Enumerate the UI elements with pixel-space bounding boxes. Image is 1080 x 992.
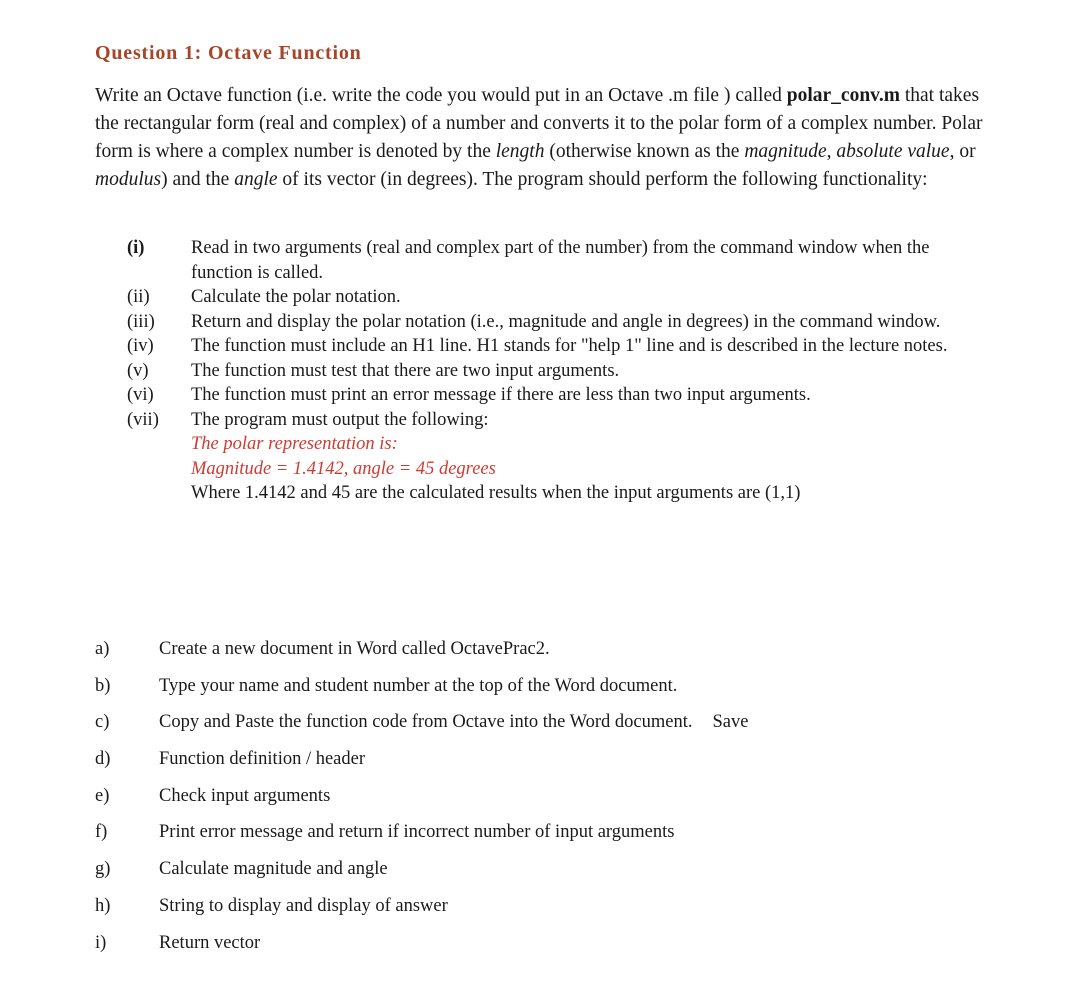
task-item: [95, 745, 995, 782]
item-number: (vii): [127, 409, 159, 430]
save-note: Save: [712, 712, 749, 733]
example-explanation: Where 1.4142 and 45 are the calculated results when the input arguments are (1,1): [191, 483, 801, 503]
task-item: [95, 818, 995, 855]
item-text: Calculate the polar notation.: [191, 287, 401, 307]
intro-text: Write an Octave function (i.e. write the code you would put in an Octave .m file ) called: [95, 85, 787, 106]
task-letter: f): [95, 822, 108, 843]
requirement-item: [127, 285, 987, 310]
requirements-list: [127, 236, 987, 506]
term-absolute-value: absolute value: [836, 141, 950, 162]
term-angle: angle: [234, 169, 278, 190]
task-letter: a): [95, 639, 110, 659]
item-text: Read in two arguments (real and complex part of the number) from the command window when the function is called.: [191, 238, 930, 283]
task-letter: c): [95, 712, 110, 733]
item-text: The function must include an H1 line. H1 stands for "help 1" line and is described in the lecture notes.: [191, 336, 948, 356]
term-modulus: modulus: [95, 169, 162, 190]
example-output-line: The polar representation is:: [191, 434, 398, 454]
task-text: Copy and Paste the function code from Octave into the Word document.: [159, 712, 693, 733]
task-letter: b): [95, 675, 111, 696]
intro-text: (otherwise known as the: [544, 141, 745, 162]
question-title: Question 1: Octave Function: [95, 42, 362, 64]
task-text: Check input arguments: [159, 785, 331, 806]
example-output-line: Magnitude = 1.4142, angle = 45 degrees: [191, 458, 496, 479]
item-number: (iii): [127, 311, 155, 332]
task-item: [95, 929, 995, 966]
task-item: [95, 708, 995, 745]
tasks-list: [95, 635, 995, 965]
item-number: (vi): [127, 385, 154, 405]
intro-text: ) and the: [161, 169, 235, 190]
task-item: [95, 855, 995, 892]
item-text: The program must output the following:: [191, 409, 489, 430]
intro-text: , or: [949, 141, 976, 162]
task-text-with-save: [159, 708, 748, 736]
item-text: Return and display the polar notation (i.e., magnitude and angle in degrees) in the command window.: [191, 311, 941, 332]
item-number: (v): [127, 360, 149, 381]
task-text: Type your name and student number at the top of the Word document.: [159, 675, 678, 696]
item-number: (iv): [127, 336, 154, 356]
item-number: (ii): [127, 287, 150, 307]
requirement-item: [127, 236, 987, 285]
task-text: Return vector: [159, 932, 261, 953]
term-magnitude: magnitude: [744, 141, 827, 162]
question-intro: [95, 82, 995, 194]
task-text: Print error message and return if incorrect number of input arguments: [159, 822, 675, 843]
task-letter: i): [95, 932, 107, 953]
requirement-item: [127, 359, 987, 384]
task-item: [95, 672, 995, 709]
requirement-item: [127, 383, 987, 408]
item-text: The function must print an error message if there are less than two input arguments.: [191, 385, 811, 405]
task-item: [95, 782, 995, 819]
task-text: String to display and display of answer: [159, 895, 448, 916]
item-text: The function must test that there are two input arguments.: [191, 360, 620, 381]
requirement-item: [127, 310, 987, 335]
task-text: Function definition / header: [159, 749, 366, 770]
intro-text: of its vector (in degrees). The program should perform the following functionality:: [277, 169, 928, 190]
task-letter: e): [95, 785, 110, 806]
intro-text: that takes the rectangular form (real and complex) of a number and converts it to the polar form of a complex number. Polar form is where a complex number is denoted by the: [95, 85, 983, 162]
task-letter: h): [95, 895, 111, 916]
task-item: [95, 635, 995, 672]
requirement-item: [127, 408, 987, 506]
task-text: Create a new document in Word called OctavePrac2.: [159, 639, 550, 659]
requirement-item: [127, 334, 987, 359]
term-length: length: [495, 141, 545, 162]
task-letter: d): [95, 749, 111, 770]
task-item: [95, 892, 995, 929]
item-number: (i): [127, 238, 145, 258]
task-letter: g): [95, 859, 111, 880]
task-text: Calculate magnitude and angle: [159, 859, 388, 880]
filename: polar_conv.m: [786, 85, 900, 106]
intro-text: ,: [826, 141, 837, 162]
